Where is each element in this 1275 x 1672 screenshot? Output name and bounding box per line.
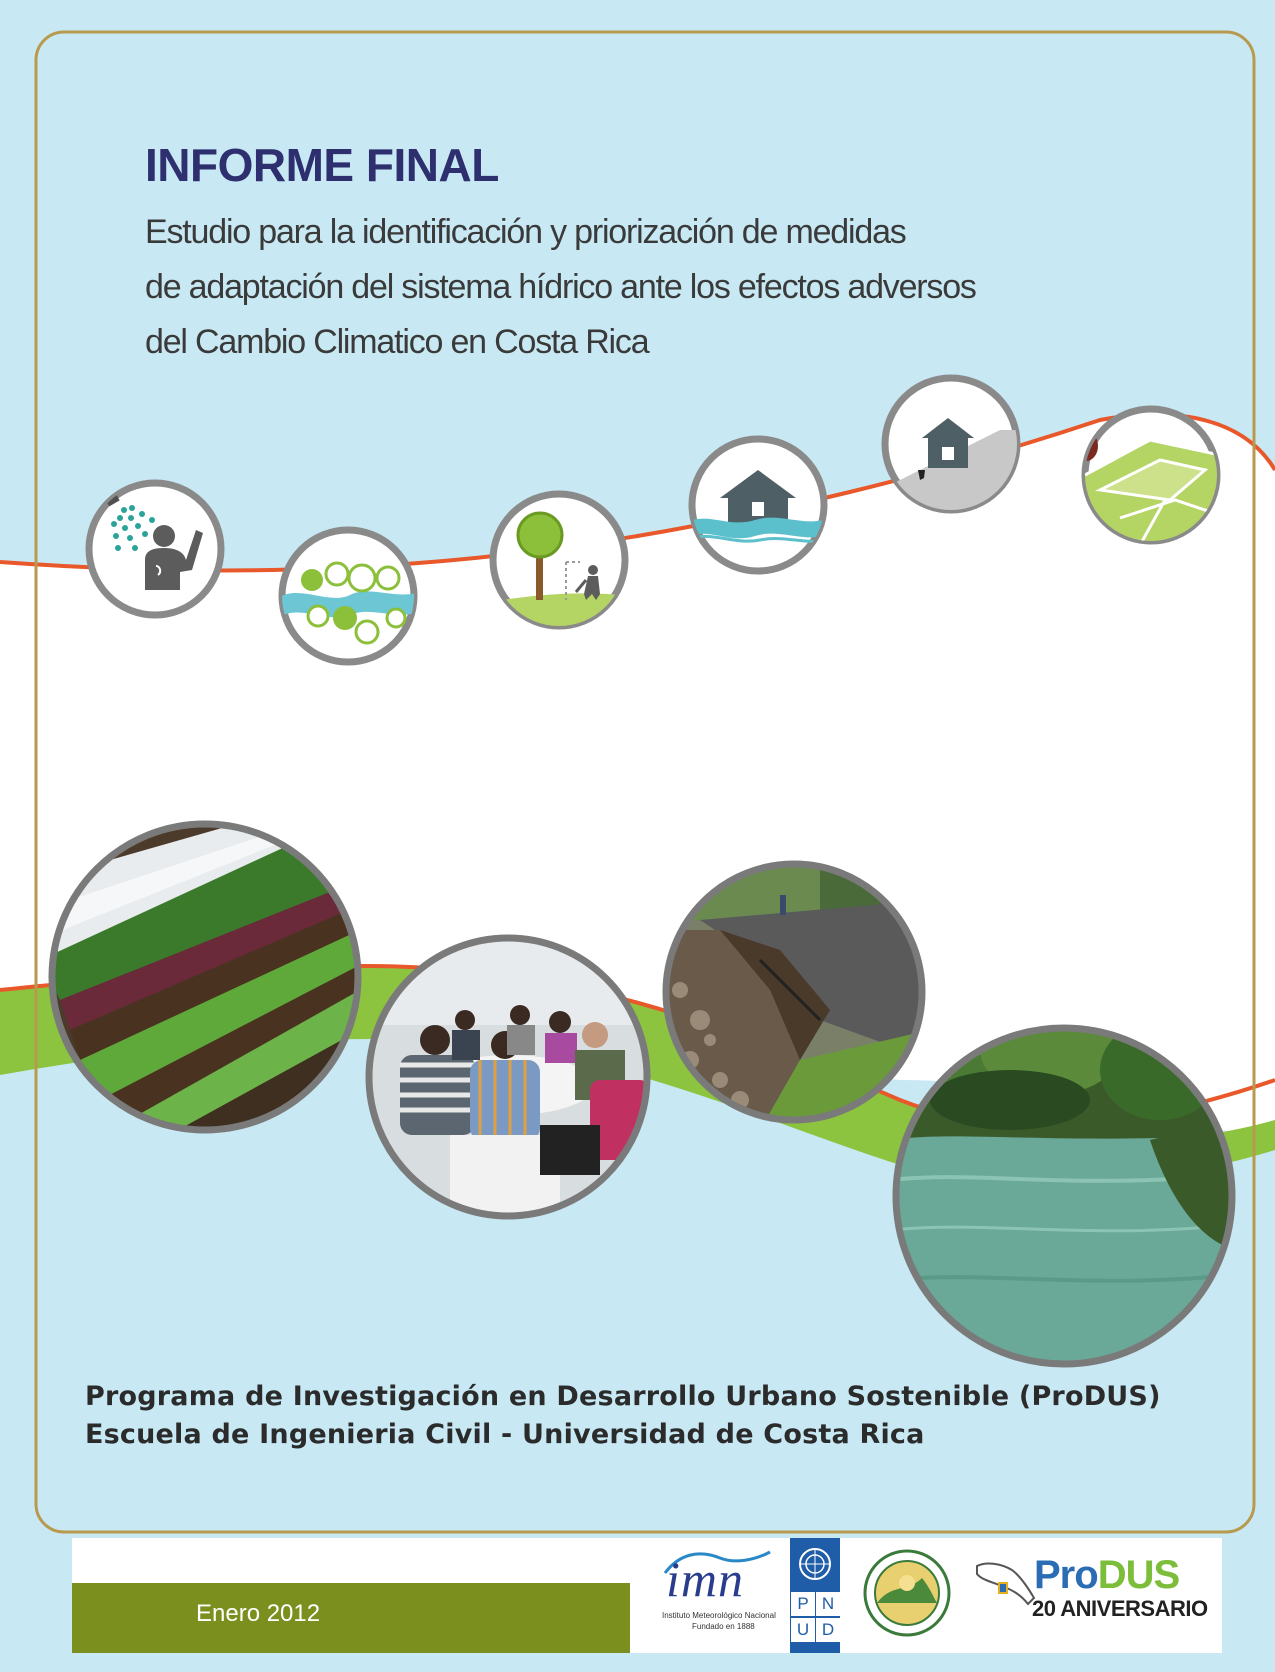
institution-school: Escuela de Ingenieria Civil - Universidad de Costa Rica [85, 1419, 925, 1450]
institution-program: Programa de Investigación en Desarrollo Urbano Sostenible (ProDUS) [85, 1381, 1161, 1412]
ucr-seal-icon [862, 1548, 952, 1638]
produs-anniversary: 20 ANIVERSARIO [1032, 1596, 1208, 1621]
institution-credit [85, 1378, 1161, 1454]
pnud-letter: N [816, 1592, 840, 1616]
flooded-house-icon [690, 439, 830, 571]
subtitle-line: del Cambio Climatico en Costa Rica [145, 323, 649, 361]
imn-name: Instituto Meteorológico Nacional [662, 1611, 776, 1620]
imn-wordmark: imn [666, 1551, 744, 1607]
pnud-letter: P [791, 1592, 815, 1616]
pnud-letter: U [791, 1618, 815, 1642]
produs-pro: Pro [1034, 1553, 1098, 1597]
wetland-circles-icon [280, 530, 420, 662]
subtitle-line: de adaptación del sistema hídrico ante los efectos adversos [145, 268, 976, 306]
report-date: Enero 2012 [196, 1600, 321, 1627]
produs-dus: DUS [1097, 1553, 1180, 1597]
pnud-logo [790, 1538, 840, 1653]
subtitle-line: Estudio para la identificación y priorización de medidas [145, 213, 906, 251]
pnud-letter: D [816, 1618, 840, 1642]
shower-person-icon [89, 483, 221, 615]
report-subtitle [145, 205, 1125, 370]
report-title: INFORME FINAL [145, 139, 499, 191]
imn-founded: Fundado en 1888 [692, 1622, 755, 1631]
produs-wordmark [1034, 1553, 1179, 1598]
un-emblem-icon [795, 1544, 835, 1584]
date-bar [72, 1583, 630, 1653]
